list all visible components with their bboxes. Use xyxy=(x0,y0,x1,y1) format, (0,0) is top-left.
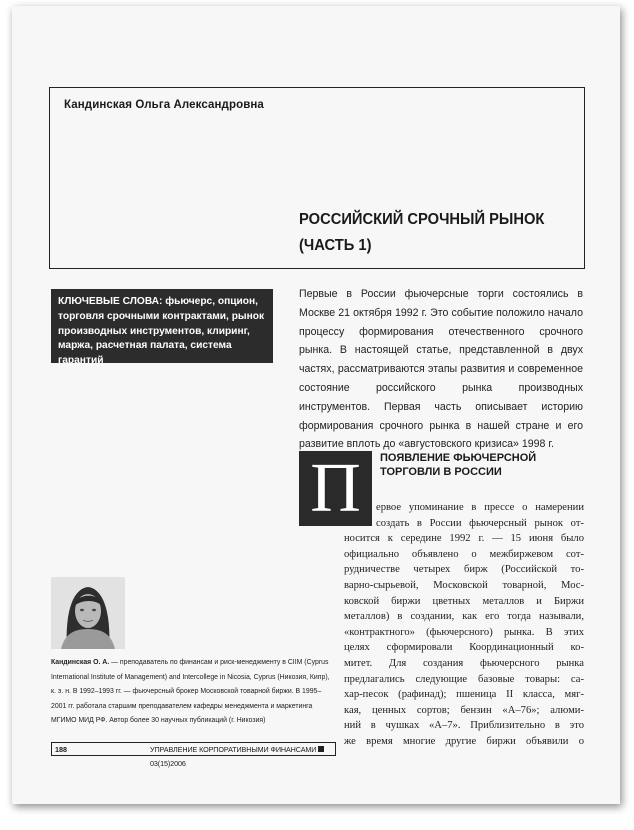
article-title xyxy=(299,207,544,259)
title-line-2: (ЧАСТЬ 1) xyxy=(299,237,372,254)
author-name: Кандинская Ольга Александровна xyxy=(64,99,264,111)
body-line: ервое упоминание в прессе о намерении xyxy=(376,502,584,513)
body-line: ковской биржи цветных металлов и Биржи xyxy=(344,595,584,607)
page-footer xyxy=(51,742,336,768)
body-line: же время многие другие биржи объявили о xyxy=(344,735,584,747)
body-line: хар-песок (рафинад); пшеница II класса, мяг- xyxy=(344,689,584,701)
journal-info xyxy=(150,743,335,771)
page-number: 188 xyxy=(55,745,67,754)
square-bullet-icon xyxy=(318,746,324,752)
body-line: предлагались следующие базовые товары: са- xyxy=(344,673,584,685)
abstract: Первые в России фьючерсные торги состоялись в Москве 21 октября 1992 г. Это событие положило начало процессу формирования отечественного срочного рынка. В настоящей статье, представленной в двух частях, рассматриваются этапы развития и современное состояние российского рынка производных инструментов. Первая часть описывает историю формирования срочного рынка в нашей стране и его развитие вплоть до «августовского кризиса» 1998 г. xyxy=(299,288,583,451)
body-line: рудничестве четырех бирж (Российской то- xyxy=(344,564,584,576)
title-line-1: РОССИЙСКИЙ СРОЧНЫЙ РЫНОК xyxy=(299,211,545,228)
body-line: официально объявлено о межбиржевом сот- xyxy=(344,548,584,560)
body-line: кая, ценных сортов; бензин «А–76»; алюми- xyxy=(344,704,584,716)
keywords-box: КЛЮЧЕВЫЕ СЛОВА: фьючерс, опцион, торговля срочными контрактами, рынок производных инструментов, клиринг, маржа, расчетная палата, система гарантий xyxy=(51,289,273,363)
author-photo xyxy=(51,577,125,649)
body-line: создать в России фьючерсный рынок от- xyxy=(376,517,584,529)
body-line: митет. Для создания фьючерсного рынка xyxy=(344,657,584,669)
bio-text: — преподаватель по финансам и риск-менеджменту в CIIM (Cyprus International Institute of Management) and Intercollege in Nicosia, Cyprus (Никозия, Кипр), к. э. н. В 1992–1993 гг. — фьючерсный брокер Московской товарной биржи. В 1995–2001 гг. работала старшим преподавателем кафедры менеджмента и маркетинга МГИМО МИД РФ. Автор более 30 научных публикаций (г. Никозия) xyxy=(51,659,330,725)
issue-number: 03(15)2006 xyxy=(150,759,186,768)
body-line: целях сформировали Координационный ко- xyxy=(344,642,584,654)
portrait-image xyxy=(51,577,125,649)
body-line: ний в чушках «А–7». Приблизительно в это xyxy=(344,720,584,732)
section-heading: ПОЯВЛЕНИЕ ФЬЮЧЕРСНОЙ ТОРГОВЛИ В РОССИИ xyxy=(380,452,537,478)
author-bio xyxy=(51,656,336,729)
body-line: «контрактного» (фьючерсного) рынка. В этих xyxy=(344,626,584,638)
body-text xyxy=(344,500,584,750)
body-line: варно-сырьевой, Московской товарной, Мос- xyxy=(344,579,584,591)
drop-cap: П xyxy=(299,451,372,526)
body-line: носится к середине 1992 г. — 15 июня было xyxy=(344,533,584,545)
journal-name: УПРАВЛЕНИЕ КОРПОРАТИВНЫМИ ФИНАНСАМИ xyxy=(150,745,317,754)
bio-name: Кандинская О. А. xyxy=(51,659,110,666)
body-line: металлов) в создании, как его тогда называли, xyxy=(344,611,584,623)
